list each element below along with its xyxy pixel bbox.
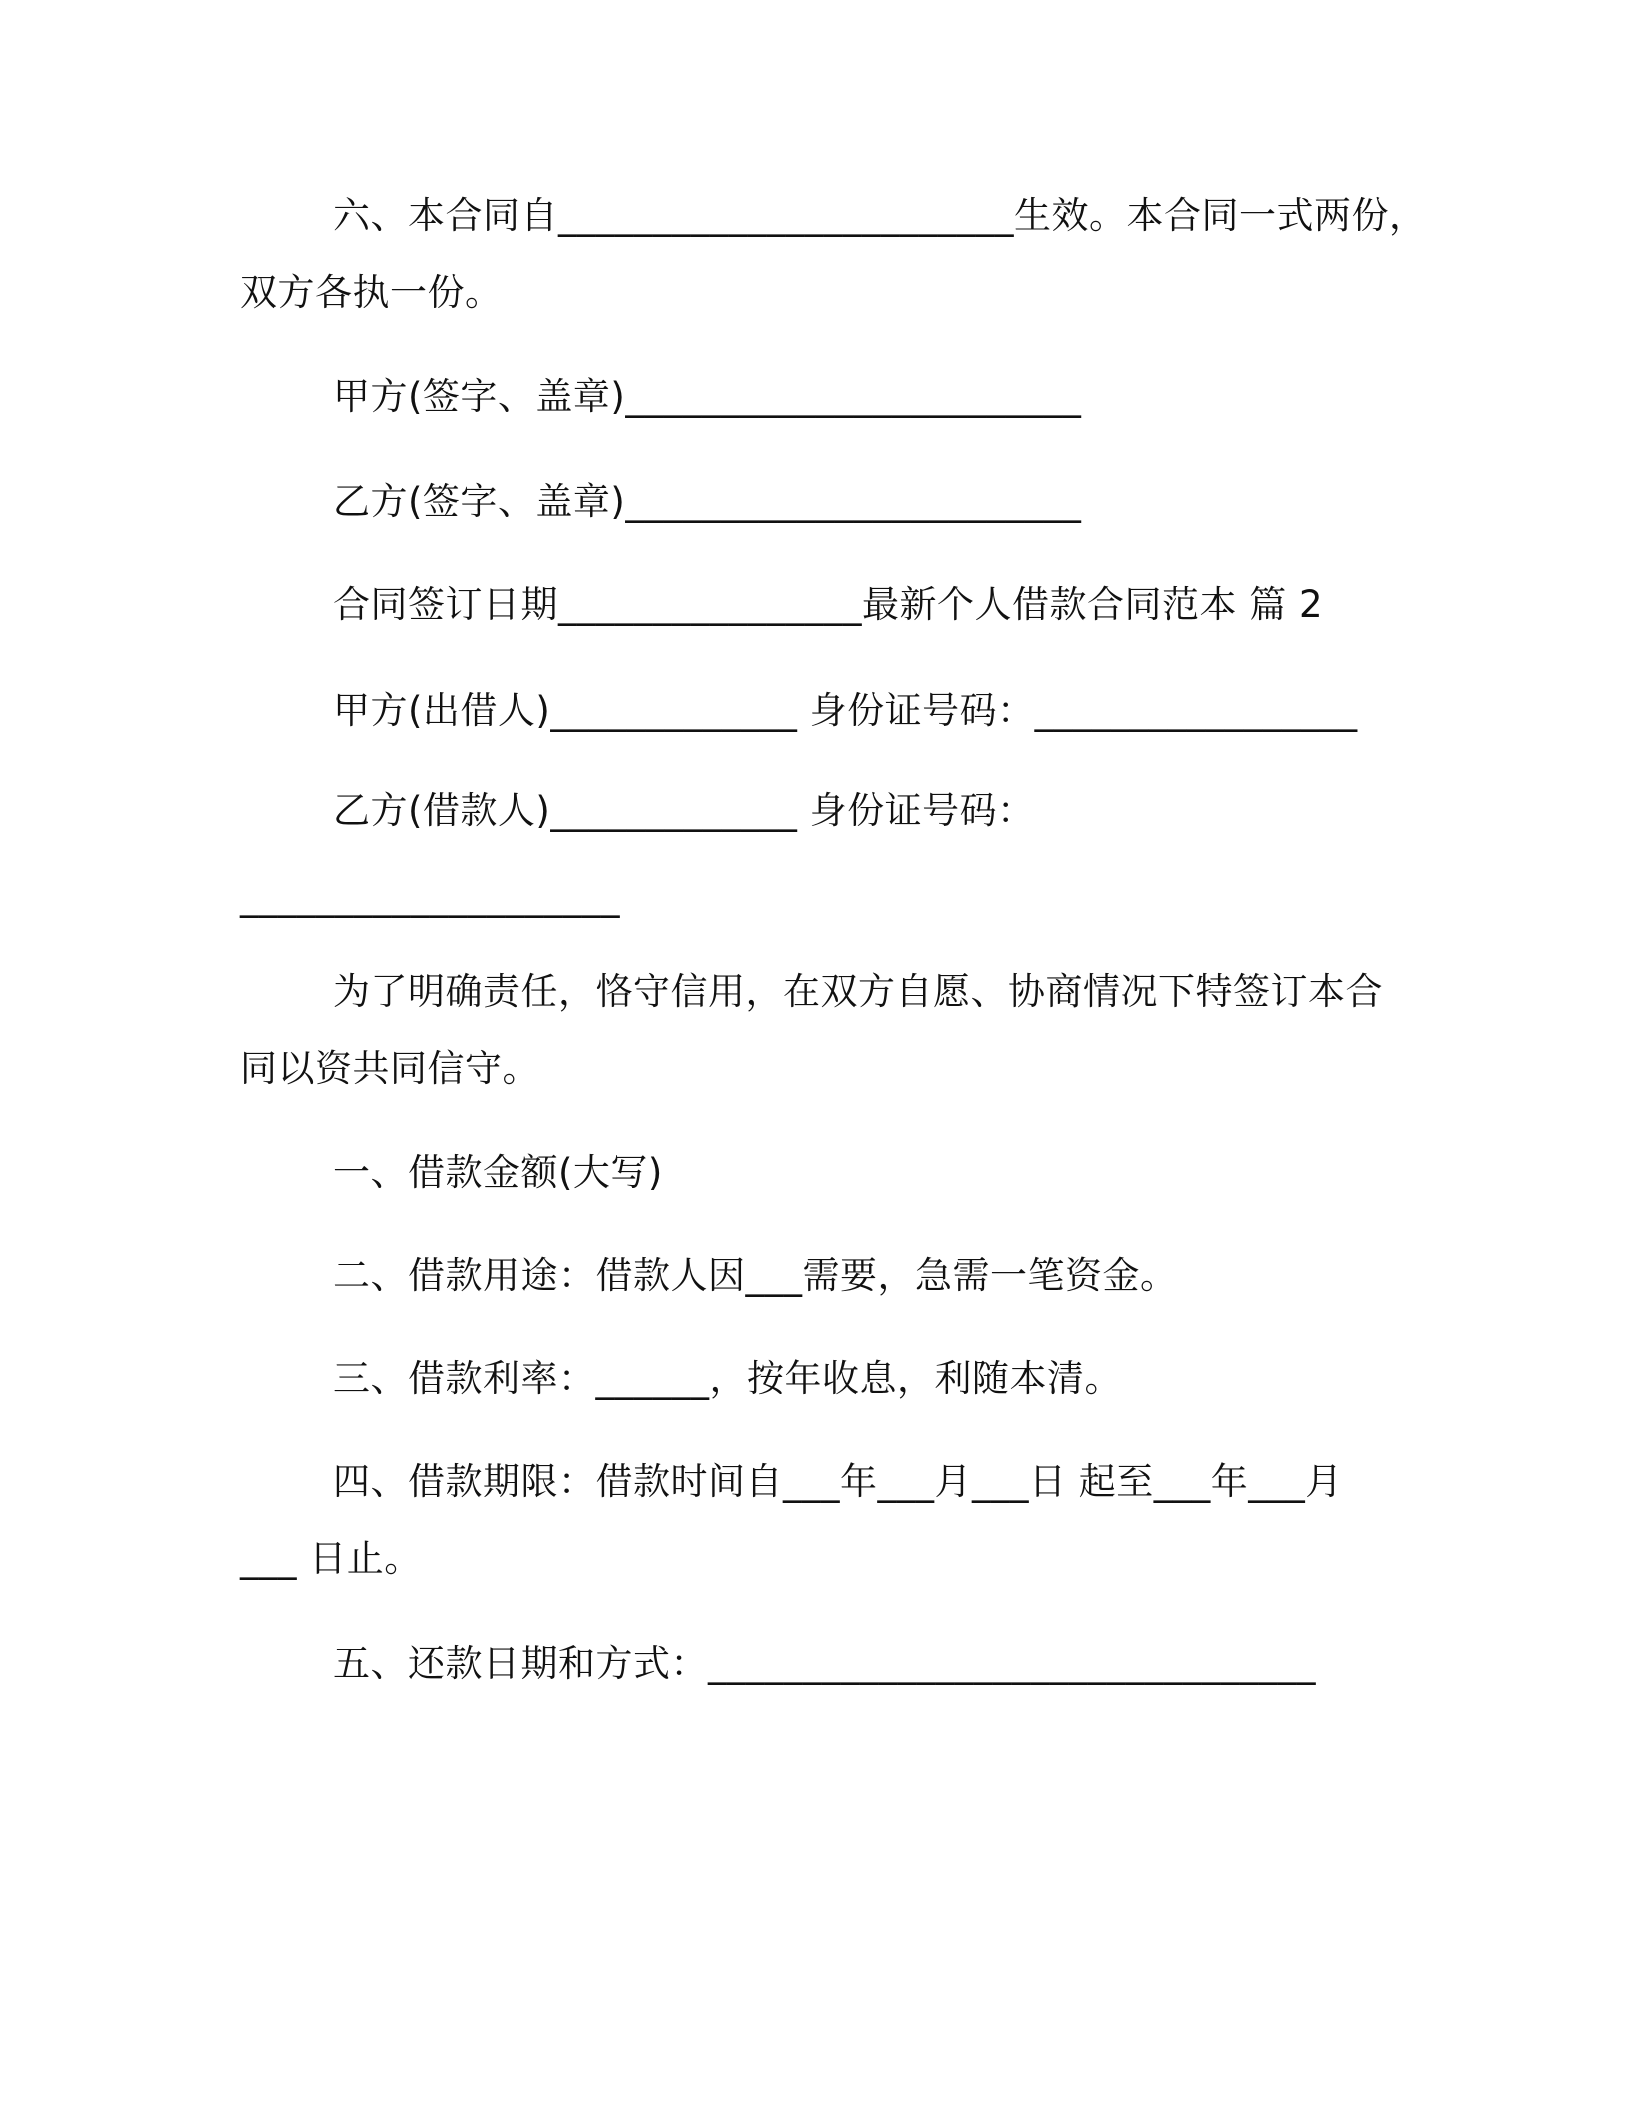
borrower-id-blank-line: ____________________ <box>240 875 620 918</box>
clause-four-term-line-1: 四、借款期限：借款时间自___年___月___日 起至___年___月 <box>333 1460 1343 1503</box>
party-b-signature-line: 乙方(签字、盖章)________________________ <box>333 480 1082 523</box>
clause-three-interest: 三、借款利率：______，按年收息，利随本清。 <box>333 1357 1122 1400</box>
clause-five-repayment: 五、还款日期和方式：________________________________ <box>333 1642 1316 1685</box>
clause-one-amount: 一、借款金额(大写) <box>333 1151 663 1194</box>
preamble-line-2: 同以资共同信守。 <box>240 1047 540 1090</box>
borrower-info-line: 乙方(借款人)_____________ 身份证号码： <box>333 789 1035 832</box>
clause-four-term-line-2: ___ 日止。 <box>240 1537 422 1580</box>
lender-info-line: 甲方(出借人)_____________ 身份证号码：_________________ <box>333 689 1358 732</box>
signing-date-and-section-title: 合同签订日期________________最新个人借款合同范本 篇 2 <box>333 583 1324 626</box>
clause-six-line-1: 六、本合同自________________________生效。本合同一式两份， <box>333 194 1427 237</box>
clause-six-line-2: 双方各执一份。 <box>240 271 503 314</box>
party-a-signature-line: 甲方(签字、盖章)________________________ <box>333 375 1082 418</box>
preamble-line-1: 为了明确责任，恪守信用，在双方自愿、协商情况下特签订本合 <box>333 970 1383 1013</box>
clause-two-purpose: 二、借款用途：借款人因___需要，急需一笔资金。 <box>333 1254 1178 1297</box>
